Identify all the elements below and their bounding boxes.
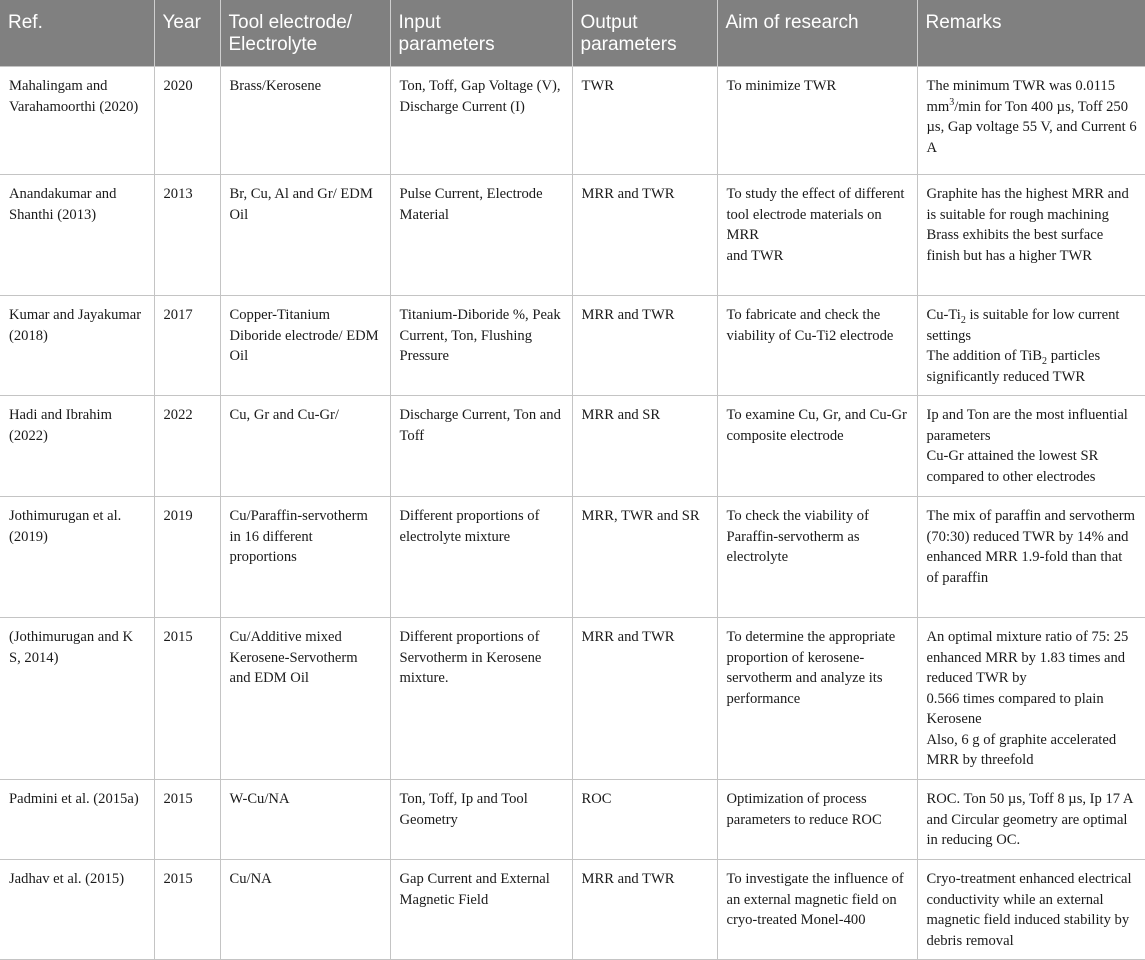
cell-ref: Jothimurugan et al. (2019): [0, 497, 154, 618]
cell-input: Different proportions of electrolyte mixture: [390, 497, 572, 618]
cell-tool: Cu/Paraffin-servotherm in 16 different proportions: [220, 497, 390, 618]
cell-remarks: [917, 396, 1145, 497]
superscript: 3: [949, 96, 955, 108]
cell-remarks: [917, 618, 1145, 780]
cell-output: MRR and TWR: [572, 175, 717, 296]
cell-ref: Kumar and Jayakumar (2018): [0, 296, 154, 396]
table-row: [0, 860, 1145, 960]
remarks-text: The minimum TWR was 0.0115 mm: [926, 78, 1115, 115]
cell-input: Titanium-Diboride %, Peak Current, Ton, Flushing Pressure: [390, 296, 572, 396]
aim-text: and TWR: [726, 247, 784, 264]
cell-aim: To investigate the influence of an external magnetic field on cryo-treated Monel-400: [717, 860, 917, 960]
cell-tool: Cu/Additive mixed Kerosene-Servotherm and EDM Oil: [220, 618, 390, 780]
remarks-fragment: Cu-Ti: [926, 307, 961, 323]
cell-year: 2015: [154, 618, 220, 780]
cell-remarks: The mix of paraffin and servotherm (70:30) reduced TWR by 14% and enhanced MRR 1.9-fold than that of paraffin: [917, 497, 1145, 618]
cell-input: Gap Current and External Magnetic Field: [390, 860, 572, 960]
cell-ref: Padmini et al. (2015a): [0, 780, 154, 860]
remarks-text: Also, 6 g of graphite accelerated MRR by threefold: [926, 731, 1117, 768]
cell-tool: Cu, Gr and Cu-Gr/: [220, 396, 390, 497]
header-output-line2: parameters: [580, 34, 677, 55]
remarks-text: [927, 305, 1138, 346]
header-input-line2: parameters: [398, 34, 495, 55]
header-aim: Aim of research: [717, 0, 917, 67]
table-header: [0, 0, 1145, 67]
header-row: [0, 0, 1145, 67]
table-row: [0, 296, 1145, 396]
cell-input: Pulse Current, Electrode Material: [390, 175, 572, 296]
cell-remarks: ROC. Ton 50 µs, Toff 8 µs, Ip 17 A and Circular geometry are optimal in reducing OC.: [917, 780, 1145, 860]
table-row: [0, 497, 1145, 618]
header-output-line1: Output: [580, 12, 638, 33]
cell-input: Ton, Toff, Gap Voltage (V), Discharge Current (I): [390, 67, 572, 175]
cell-tool: Cu/NA: [220, 860, 390, 960]
header-remarks: Remarks: [917, 0, 1145, 67]
header-input-line1: Input: [398, 12, 441, 33]
table-row: [0, 175, 1145, 296]
header-output-parameters: [572, 0, 717, 67]
cell-ref: Anandakumar and Shanthi (2013): [0, 175, 154, 296]
remarks-text: An optimal mixture ratio of 75: 25 enhanced MRR by 1.83 times and reduced TWR by: [926, 629, 1129, 686]
table-body: [0, 67, 1145, 960]
aim-text: To study the effect of different tool electrode materials on MRR: [726, 186, 905, 243]
remarks-text: 0.566 times compared to plain Kerosene: [926, 690, 1104, 727]
cell-tool: Copper-Titanium Diboride electrode/ EDM Oil: [220, 296, 390, 396]
cell-output: MRR, TWR and SR: [572, 497, 717, 618]
header-ref: Ref.: [0, 0, 154, 67]
cell-input: Discharge Current, Ton and Toff: [390, 396, 572, 497]
cell-input: Different proportions of Servotherm in Kerosene mixture.: [390, 618, 572, 780]
remarks-text: Graphite has the highest MRR and is suitable for rough machining: [926, 186, 1129, 223]
header-tool-electrolyte: [220, 0, 390, 67]
table-row: [0, 780, 1145, 860]
cell-aim: To check the viability of Paraffin-servotherm as electrolyte: [717, 497, 917, 618]
cell-ref: Jadhav et al. (2015): [0, 860, 154, 960]
cell-aim: [717, 175, 917, 296]
cell-ref: Hadi and Ibrahim (2022): [0, 396, 154, 497]
remarks-text: /min for Ton 400 µs, Toff 250 µs, Gap voltage 55 V, and Current 6 A: [926, 98, 1137, 156]
cell-output: TWR: [572, 67, 717, 175]
table-row: [0, 618, 1145, 780]
cell-aim: To determine the appropriate proportion of kerosene-servotherm and analyze its performance: [717, 618, 917, 780]
subscript: 2: [960, 314, 966, 326]
cell-ref: Mahalingam and Varahamoorthi (2020): [0, 67, 154, 175]
header-input-parameters: [390, 0, 572, 67]
cell-aim: Optimization of process parameters to reduce ROC: [717, 780, 917, 860]
cell-tool: Brass/Kerosene: [220, 67, 390, 175]
cell-aim: To examine Cu, Gr, and Cu-Gr composite electrode: [717, 396, 917, 497]
cell-tool: W-Cu/NA: [220, 780, 390, 860]
remarks-text: Cu-Gr attained the lowest SR compared to other electrodes: [926, 448, 1099, 485]
cell-output: MRR and TWR: [572, 860, 717, 960]
cell-remarks: Cryo-treatment enhanced electrical conductivity while an external magnetic field induced stability by debris removal: [917, 860, 1145, 960]
cell-input: Ton, Toff, Ip and Tool Geometry: [390, 780, 572, 860]
remarks-fragment: is suitable for low current settings: [926, 307, 1120, 344]
subscript: 2: [1042, 355, 1048, 367]
cell-output: ROC: [572, 780, 717, 860]
cell-year: 2015: [154, 860, 220, 960]
cell-year: 2020: [154, 67, 220, 175]
header-tool-line2: Electrolyte: [228, 34, 318, 55]
remarks-text: Ip and Ton are the most influential parameters: [926, 407, 1128, 444]
cell-year: 2022: [154, 396, 220, 497]
remarks-text: [927, 346, 1138, 387]
header-tool-line1: Tool electrode/: [228, 12, 353, 33]
cell-output: MRR and SR: [572, 396, 717, 497]
remarks-text: Brass exhibits the best surface finish but has a higher TWR: [926, 227, 1104, 264]
cell-remarks: [917, 296, 1145, 396]
table-row: [0, 67, 1145, 175]
cell-aim: To minimize TWR: [717, 67, 917, 175]
cell-ref: (Jothimurugan and K S, 2014): [0, 618, 154, 780]
cell-output: MRR and TWR: [572, 618, 717, 780]
cell-remarks: [917, 67, 1145, 175]
cell-remarks: [917, 175, 1145, 296]
cell-year: 2013: [154, 175, 220, 296]
remarks-fragment: particles significantly reduced TWR: [926, 348, 1101, 385]
table-row: [0, 396, 1145, 497]
cell-year: 2015: [154, 780, 220, 860]
cell-aim: To fabricate and check the viability of Cu-Ti2 electrode: [717, 296, 917, 396]
cell-tool: Br, Cu, Al and Gr/ EDM Oil: [220, 175, 390, 296]
cell-year: 2019: [154, 497, 220, 618]
cell-year: 2017: [154, 296, 220, 396]
remarks-fragment: The addition of TiB: [926, 348, 1043, 364]
cell-output: MRR and TWR: [572, 296, 717, 396]
header-year: Year: [154, 0, 220, 67]
